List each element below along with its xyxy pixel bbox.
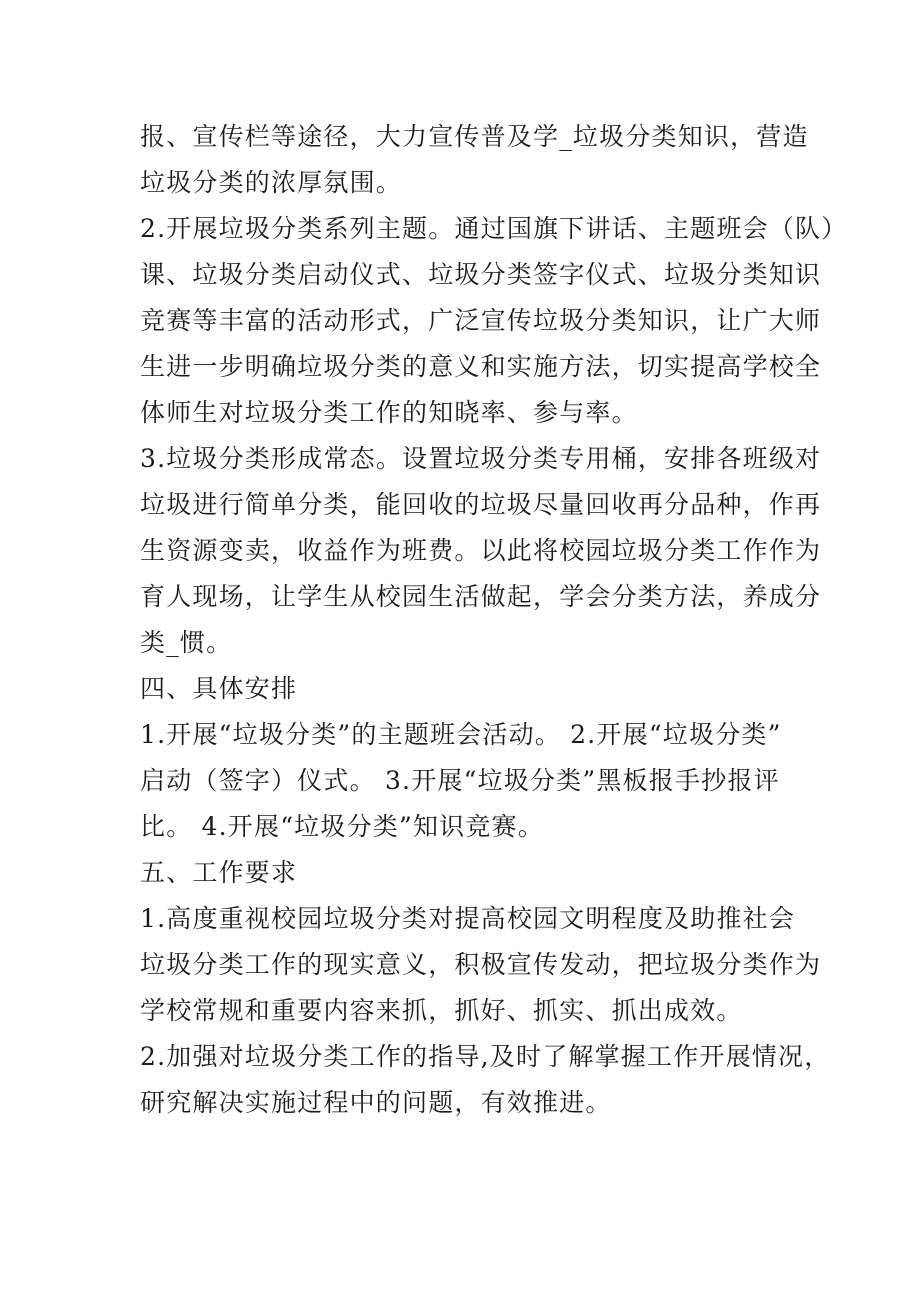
text-line-1: 报、宣传栏等途径，大力宣传普及学_垃圾分类知识，营造 — [140, 122, 809, 151]
text-line-19: 垃圾分类工作的现实意义，积极宣传发动，把垃圾分类作为 — [140, 950, 822, 979]
text-line-15: 启动（签字）仪式。 3.开展“垃圾分类”黑板报手抄报评 — [140, 766, 780, 795]
text-line-9: 垃圾进行简单分类，能回收的垃圾尽量回收再分品种，作再 — [140, 490, 822, 519]
text-line-8: 3.垃圾分类形成常态。设置垃圾分类专用桶，安排各班级对 — [140, 444, 822, 473]
text-line-21: 2.加强对垃圾分类工作的指导,及时了解掌握工作开展情况， — [140, 1042, 831, 1071]
text-line-18: 1.高度重视校园垃圾分类对提高校园文明程度及助推社会 — [140, 904, 796, 933]
text-line-16: 比。 4.开展“垃圾分类”知识竞赛。 — [140, 812, 544, 841]
section-heading-5: 五、工作要求 — [140, 858, 298, 887]
text-line-14: 1.开展“垃圾分类”的主题班会活动。 2.开展“垃圾分类” — [140, 720, 782, 749]
text-line-4: 课、垃圾分类启动仪式、垃圾分类签字仪式、垃圾分类知识 — [140, 260, 822, 289]
text-line-2: 垃圾分类的浓厚氛围。 — [140, 168, 403, 197]
document-body — [140, 114, 848, 1126]
text-line-12: 类_惯。 — [140, 628, 233, 657]
text-line-20: 学校常规和重要内容来抓，抓好、抓实、抓出成效。 — [140, 996, 743, 1025]
text-line-3: 2.开展垃圾分类系列主题。通过国旗下讲话、主题班会（队） — [140, 214, 848, 243]
section-heading-4: 四、具体安排 — [140, 674, 298, 703]
text-line-10: 生资源变卖，收益作为班费。以此将校园垃圾分类工作作为 — [140, 536, 822, 565]
text-line-7: 体师生对垃圾分类工作的知晓率、参与率。 — [140, 398, 638, 427]
text-line-11: 育人现场，让学生从校园生活做起，学会分类方法，养成分 — [140, 582, 822, 611]
text-line-5: 竞赛等丰富的活动形式，广泛宣传垃圾分类知识，让广大师 — [140, 306, 822, 335]
text-line-6: 生进一步明确垃圾分类的意义和实施方法，切实提高学校全 — [140, 352, 822, 381]
text-line-22: 研究解决实施过程中的问题，有效推进。 — [140, 1088, 612, 1117]
